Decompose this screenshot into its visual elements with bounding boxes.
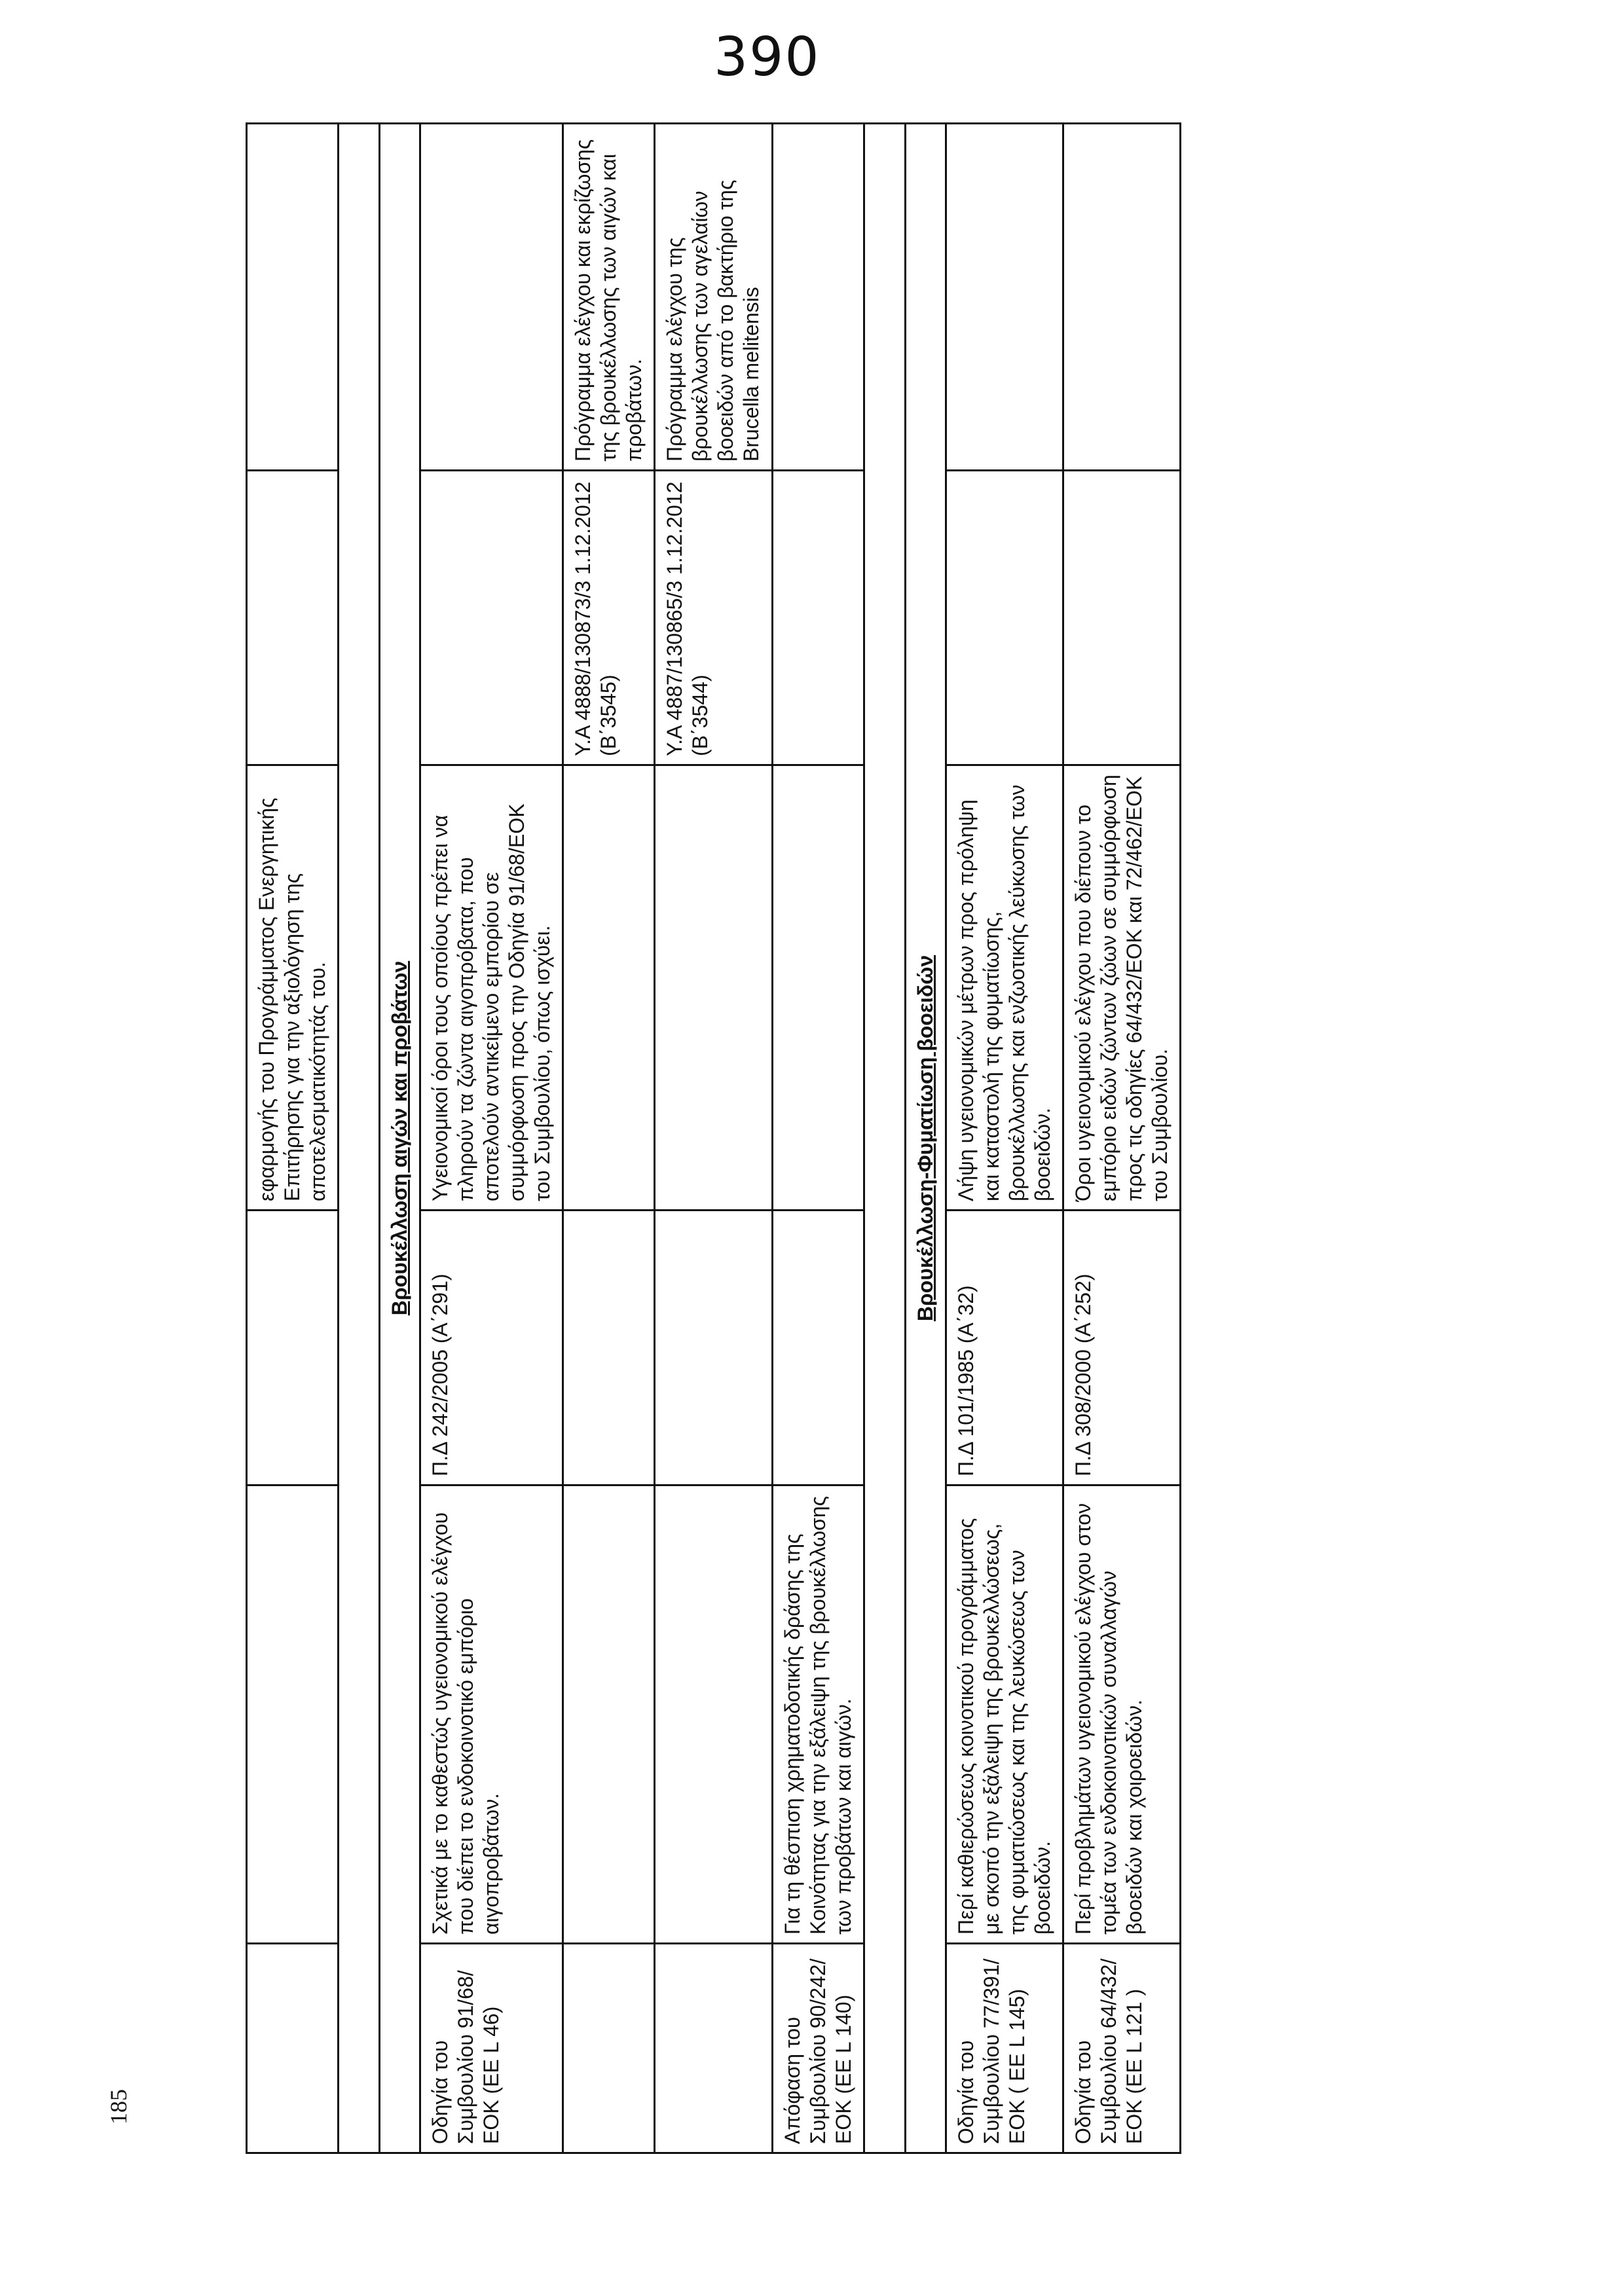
national-law-cell — [563, 1211, 655, 1485]
section-header-row — [905, 124, 946, 2153]
table-row — [563, 124, 655, 2153]
directive-cell: Απόφαση του Συμβουλίου 90/242/ΕΟΚ (ΕΕ L 140) — [772, 1944, 864, 2153]
cell — [864, 124, 905, 2153]
empty-row — [864, 124, 905, 2153]
subject-cell — [563, 1485, 655, 1944]
decision-subject-cell: Πρόγραμμα ελέγχου της βρουκέλλωσης των αγελαίων βοοειδών από το βακτήριο της Brucella melitensis — [655, 124, 772, 471]
national-law-cell: Π.Δ 308/2000 (Α΄252) — [1063, 1211, 1180, 1485]
decision-subject-cell — [1063, 124, 1180, 471]
cell — [339, 124, 380, 2153]
cell — [247, 1944, 339, 2153]
ministerial-decision-cell — [946, 471, 1063, 765]
subject-cell — [655, 1485, 772, 1944]
regulation-table — [246, 122, 1181, 2154]
decision-subject-cell — [420, 124, 563, 471]
directive-cell: Οδηγία του Συμβουλίου 64/432/ΕΟΚ (ΕΕ L 121 ) — [1063, 1944, 1180, 2153]
ministerial-decision-cell — [1063, 471, 1180, 765]
law-subject-cell — [563, 765, 655, 1211]
table-row — [655, 124, 772, 2153]
section-header-row — [380, 124, 420, 2153]
intro-text-cell: εφαρμογής του Προγράμματος Ενεργητικής Επιτήρησης για την αξιολόγηση της αποτελεσματικότητάς του. — [247, 765, 339, 1211]
table-row — [772, 124, 864, 2153]
subject-cell: Περί προβλημάτων υγειονομικού ελέγχου στον τομέα των ενδοκοινοτικών συναλλαγών βοοειδών και χοιροειδών. — [1063, 1485, 1180, 1944]
subject-cell: Περί καθιερώσεως κοινοτικού προγράμματος με σκοπό την εξάλειψη της βρουκελλώσεως, της φυματιώσεως και της λευκώσεως των βοοειδών. — [946, 1485, 1063, 1944]
footer-page-number: 185 — [105, 2089, 132, 2124]
cell — [247, 1485, 339, 1944]
ministerial-decision-cell: Υ.Α 4888/130873/3 1.12.2012 (Β΄3545) — [563, 471, 655, 765]
directive-cell: Οδηγία του Συμβουλίου 91/68/ΕΟΚ (ΕΕ L 46) — [420, 1944, 563, 2153]
ministerial-decision-cell: Υ.Α 4887/130865/3 1.12.2012 (Β΄3544) — [655, 471, 772, 765]
subject-cell: Σχετικά με το καθεστώς υγειονομικού ελέγχου που διέπει το ενδοκοινοτικό εμπόριο αιγοπροβάτων. — [420, 1485, 563, 1944]
decision-subject-cell: Πρόγραμμα ελέγχου και εκρίζωσης της βρουκέλλωσης των αιγών και προβάτων. — [563, 124, 655, 471]
directive-cell — [655, 1944, 772, 2153]
national-law-cell: Π.Δ 101/1985 (Α΄32) — [946, 1211, 1063, 1485]
section-title-goats-sheep: Βρουκέλλωση αιγών και προβάτων — [380, 124, 420, 2153]
directive-cell — [563, 1944, 655, 2153]
cell — [247, 124, 339, 471]
subject-cell: Για τη θέσπιση χρηματοδοτικής δράσης της Κοινότητας για την εξάλειψη της βρουκέλλωσης των προβάτων και αιγών. — [772, 1485, 864, 1944]
ministerial-decision-cell — [420, 471, 563, 765]
table-row — [1063, 124, 1180, 2153]
cell — [247, 471, 339, 765]
decision-subject-cell — [946, 124, 1063, 471]
law-subject-cell: Υγειονομικοί όροι τους οποίους πρέπει να πληρούν τα ζώντα αιγοπρόβατα, που αποτελούν αντικείμενο εμπορίου σε συμμόρφωση προς την Οδηγία 91/68/ΕΟΚ του Συμβουλίου, όπως ισχύει. — [420, 765, 563, 1211]
law-subject-cell — [772, 765, 864, 1211]
rotated-table-container — [246, 124, 1424, 2154]
national-law-cell: Π.Δ 242/2005 (Α΄291) — [420, 1211, 563, 1485]
table-row — [420, 124, 563, 2153]
directive-cell: Οδηγία του Συμβουλίου 77/391/ΕΟΚ ( ΕΕ L 145) — [946, 1944, 1063, 2153]
empty-row — [339, 124, 380, 2153]
intro-row — [247, 124, 339, 2153]
national-law-cell — [655, 1211, 772, 1485]
decision-subject-cell — [772, 124, 864, 471]
cell — [247, 1211, 339, 1485]
law-subject-cell: Όροι υγειονομικού ελέγχου που διέπουν το εμπόριο ειδών ζώντων ζώων σε συμμόρφωση προς τις οδηγίες 64/432/ΕΟΚ και 72/462/ΕΟΚ του Συμβουλίου. — [1063, 765, 1180, 1211]
table-row — [946, 124, 1063, 2153]
law-subject-cell: Λήψη υγειονομικών μέτρων προς πρόληψη και καταστολή της φυματίωσης, βρουκέλλωσης και ενζωοτικής λεύκωσης των βοοειδών. — [946, 765, 1063, 1211]
national-law-cell — [772, 1211, 864, 1485]
ministerial-decision-cell — [772, 471, 864, 765]
law-subject-cell — [655, 765, 772, 1211]
section-title-cattle: Βρουκέλλωση-Φυματίωση βοοειδών — [905, 124, 946, 2153]
handwritten-page-stamp: 390 — [714, 26, 821, 88]
